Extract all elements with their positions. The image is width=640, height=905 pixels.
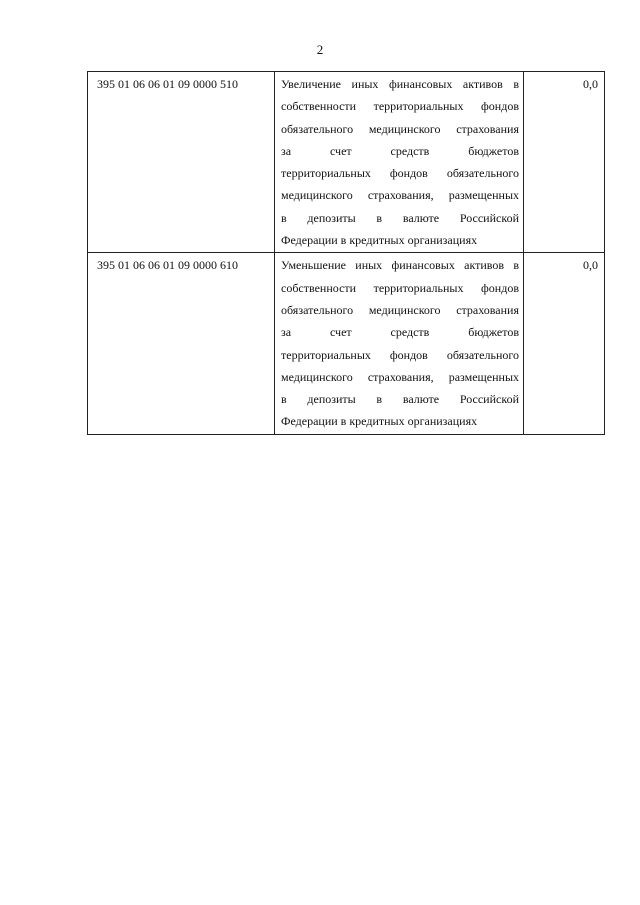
budget-code-cell: 395 01 06 06 01 09 0000 510	[88, 72, 275, 253]
budget-table	[87, 71, 605, 435]
description-line: Увеличение иных финансовых активов в	[281, 77, 519, 91]
page-number: 2	[316, 42, 324, 57]
description-line: в депозиты в валюте Российской	[281, 392, 519, 407]
description-line: обязательного медицинского страхования	[281, 121, 519, 136]
table-row	[88, 253, 605, 434]
description-line: Федерации в кредитных организациях	[281, 414, 478, 429]
description-line: за счет средств бюджетов	[281, 143, 519, 158]
description-cell	[275, 72, 524, 253]
description-line: в депозиты в валюте Российской	[281, 210, 519, 225]
amount-cell: 0,0	[524, 72, 605, 253]
table-row	[88, 72, 605, 253]
description-line: территориальных фондов обязательного	[281, 166, 519, 181]
description-line: Федерации в кредитных организациях	[281, 233, 478, 248]
description-line: Уменьшение иных финансовых активов в	[281, 258, 519, 273]
description-line: обязательного медицинского страхования	[281, 302, 519, 317]
description-line: за счет средств бюджетов	[281, 325, 519, 340]
description-cell	[275, 253, 524, 434]
amount-cell: 0,0	[524, 253, 605, 434]
description-line: собственности территориальных фондов	[281, 280, 519, 295]
description-line: территориальных фондов обязательного	[281, 347, 519, 362]
description-line: собственности территориальных фондов	[281, 99, 519, 114]
budget-code-cell: 395 01 06 06 01 09 0000 610	[88, 253, 275, 434]
description-line: медицинского страхования, размещенных	[281, 369, 519, 384]
description-line: медицинского страхования, размещенных	[281, 188, 519, 203]
